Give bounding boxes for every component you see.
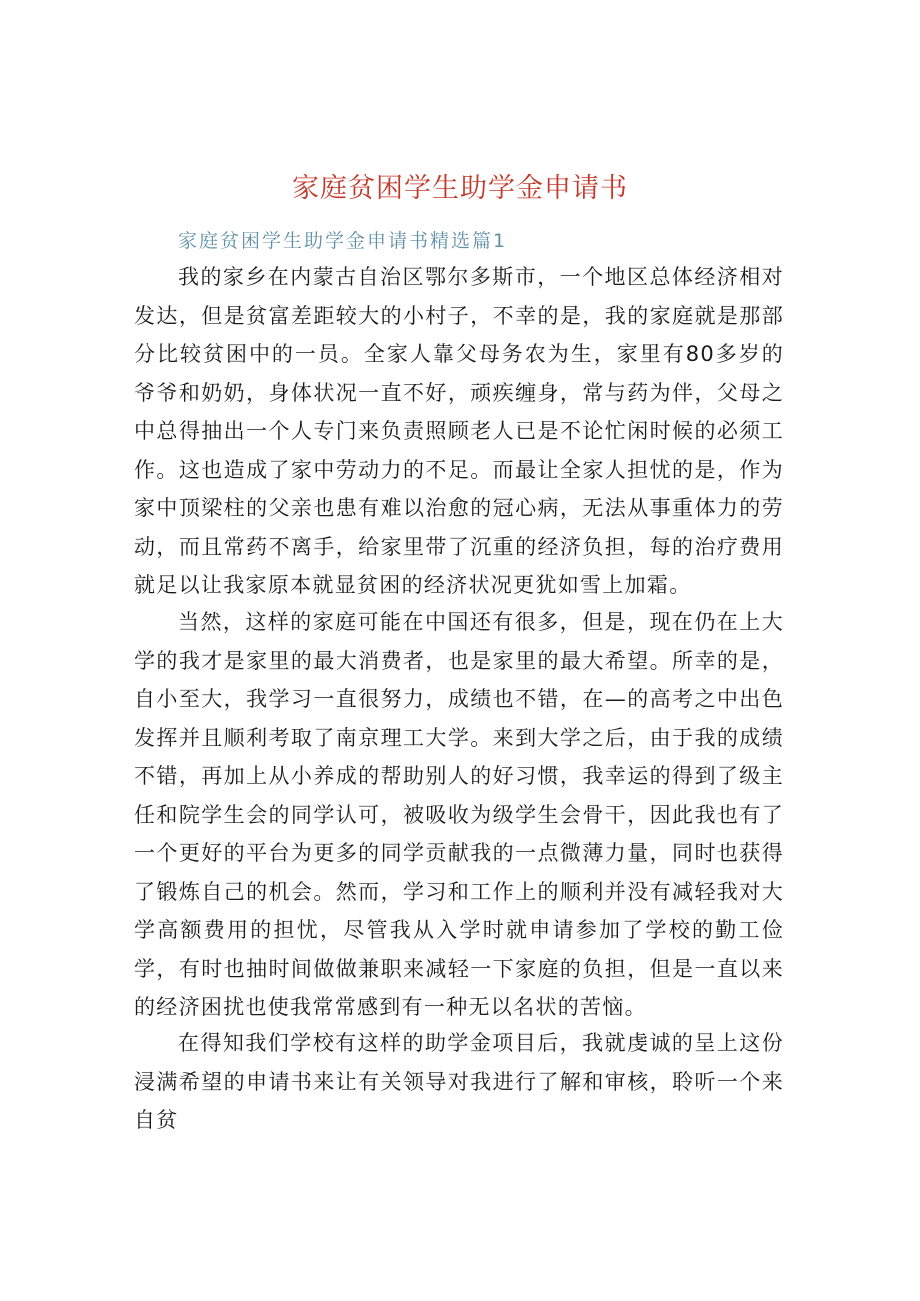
section-heading: 家庭贫困学生助学金申请书精选篇1: [178, 230, 508, 252]
document-title: 家庭贫困学生助学金申请书: [292, 173, 628, 204]
paragraph-2: 当然，这样的家庭可能在中国还有很多，但是，现在仍在上大学的我才是家里的最大消费者，也是家里的最大希望。所幸的是，自小至大，我学习一直很努力，成绩也不错，在—的高考之中出色发挥并且顺利考取了南京理工大学。来到大学之后，由于我的成绩不错，再加上从小养成的帮助别人的好习惯，我幸运的得到了级主任和院学生会的同学认可，被吸收为级学生会骨干，因此我也有了一个更好的平台为更多的同学贡献我的一点微薄力量，同时也获得了锻炼自己的机会。然而，学习和工作上的顺利并没有减轻我对大学高额费用的担忧，尽管我从入学时就申请参加了学校的勤工俭学，有时也抽时间做做兼职来减轻一下家庭的负担，但是一直以来的经济困扰也使我常常感到有一种无以名状的苦恼。: [134, 610, 784, 1019]
paragraph-3: 在得知我们学校有这样的助学金项目后，我就虔诚的呈上这份浸满希望的申请书来让有关领导对我进行了解和审核，聆听一个来自贫: [134, 1031, 784, 1132]
paragraph-1: 我的家乡在内蒙古自治区鄂尔多斯市，一个地区总体经济相对发达，但是贫富差距较大的小村子，不幸的是，我的家庭就是那部分比较贫困中的一员。全家人靠父母务农为生，家里有80多岁的爷爷和奶奶，身体状况一直不好，顽疾缠身，常与药为伴，父母之中总得抽出一个人专门来负责照顾老人已是不论忙闲时候的必须工作。这也造成了家中劳动力的不足。而最让全家人担忧的是，作为家中顶梁柱的父亲也患有难以治愈的冠心病，无法从事重体力的劳动，而且常药不离手，给家里带了沉重的经济负担，每的治疗费用就足以让我家原本就显贫困的经济状况更犹如雪上加霜。: [134, 265, 784, 597]
